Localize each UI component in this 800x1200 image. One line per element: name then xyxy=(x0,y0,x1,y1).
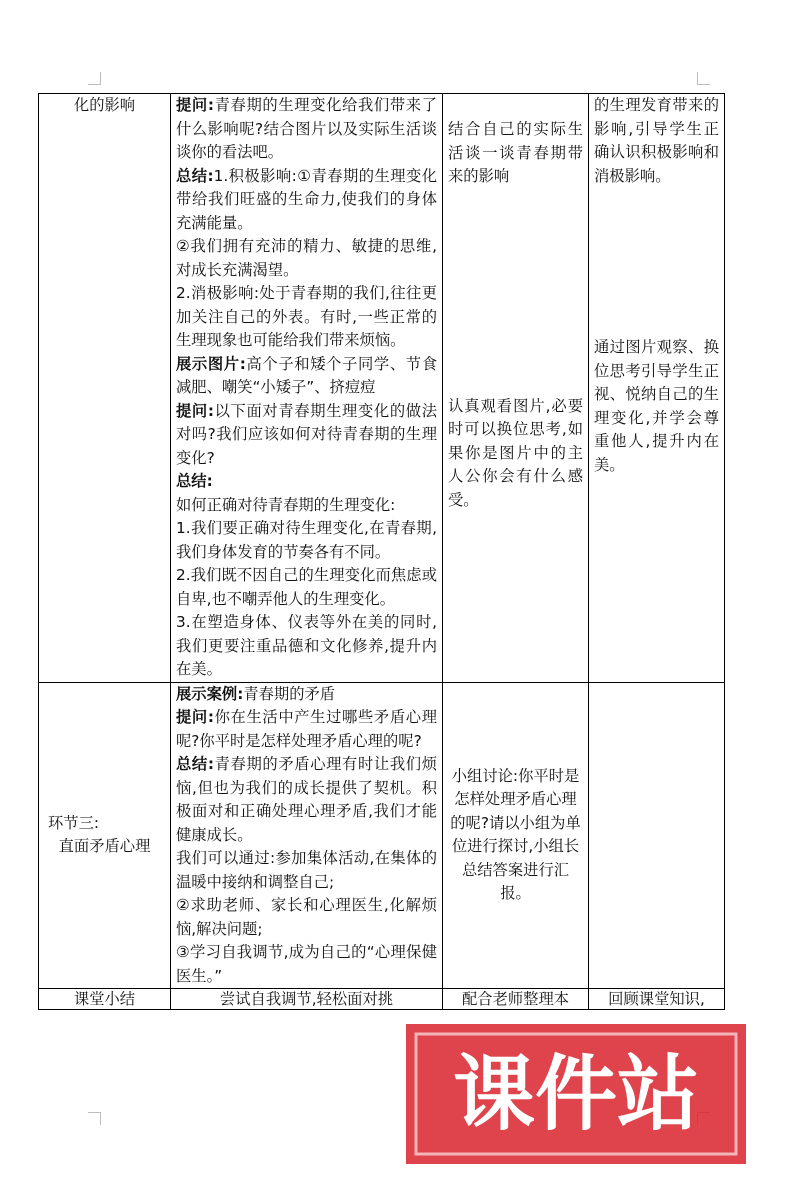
stage-label: 环节三: xyxy=(48,813,100,832)
corner-mark-top-left xyxy=(88,72,101,85)
stage-label: 直面矛盾心理 xyxy=(58,837,151,856)
activity-paragraph: 2.我们既不因自己的生理变化而焦虑或自卑,也不嘲弄他人的生理变化。 xyxy=(176,566,437,608)
table-row xyxy=(39,682,725,989)
lesson-plan-table xyxy=(38,93,725,1010)
teacher-activity-cell xyxy=(171,682,443,989)
stage-label: 课堂小结 xyxy=(73,990,136,1008)
student-activity-text: 小组讨论:你平时是怎样处理矛盾心理的呢?请以小组为单位进行探讨,小组长总结答案进行汇报。 xyxy=(450,766,581,903)
design-intent-cell xyxy=(589,682,725,989)
corner-mark-top-right xyxy=(697,72,710,85)
activity-paragraph: 1.我们要正确对待生理变化,在青春期,我们身体发育的节奏各有不同。 xyxy=(176,519,437,561)
student-activity-cell xyxy=(443,94,589,683)
watermark-stamp xyxy=(400,1018,752,1170)
activity-paragraph: 尝试自我调节,轻松面对挑 xyxy=(219,990,394,1008)
activity-paragraph: 总结: xyxy=(176,472,213,490)
stage-label: 化的影响 xyxy=(73,96,136,114)
teacher-activity-cell xyxy=(171,989,443,1010)
design-intent-cell xyxy=(589,94,725,683)
activity-paragraph: 3.在塑造身体、仪表等外在美的同时,我们更要注重品德和文化修养,提升内在美。 xyxy=(176,613,437,678)
activity-paragraph: 总结:青春期的矛盾心理有时让我们烦恼,但也为我们的成长提供了契机。积极面对和正确处理心理矛盾,我们才能健康成长。 xyxy=(176,755,437,844)
teacher-activity-cell xyxy=(171,94,443,683)
activity-paragraph: ②求助老师、家长和心理医生,化解烦恼,解决问题; xyxy=(176,896,437,938)
student-activity-cell xyxy=(443,989,589,1010)
activity-paragraph: 2.消极影响:处于青春期的我们,往往更加关注自己的外表。有时,一些正常的生理现象也可能给我们带来烦恼。 xyxy=(176,284,437,349)
activity-paragraph: ③学习自我调节,成为自己的“心理保健医生。” xyxy=(176,943,437,985)
student-activity-cell xyxy=(443,682,589,989)
design-intent-cell xyxy=(589,989,725,1010)
stage-cell xyxy=(39,682,171,989)
student-activity-text: 结合自己的实际生活谈一谈青春期带来的影响 xyxy=(448,120,583,185)
activity-paragraph: 提问:青春期的生理变化给我们带来了什么影响呢?结合图片以及实际生活谈谈你的看法吧。 xyxy=(176,96,437,161)
activity-paragraph: 展示图片:高个子和矮个子同学、节食减肥、嘲笑“小矮子”、挤痘痘 xyxy=(176,354,437,396)
table-row xyxy=(39,94,725,683)
table-row xyxy=(39,989,725,1010)
student-activity-text: 配合老师整理本 xyxy=(461,990,570,1008)
design-intent-text: 回顾课堂知识, xyxy=(608,990,705,1008)
stage-cell xyxy=(39,989,171,1010)
stamp-text: 课件站 xyxy=(452,1047,700,1142)
design-intent-text: 通过图片观察、换位思考引导学生正视、悦纳自己的生理变化,并学会尊重他人,提升内在美。 xyxy=(594,338,719,474)
activity-paragraph: 提问:你在生活中产生过哪些矛盾心理呢?你平时是怎样处理矛盾心理的呢? xyxy=(176,708,437,750)
activity-paragraph: 如何正确对待青春期的生理变化: xyxy=(176,495,396,514)
activity-paragraph: 提问:以下面对青春期生理变化的做法对吗?我们应该如何对待青春期的生理变化? xyxy=(176,401,437,467)
corner-mark-bottom-left xyxy=(88,1112,101,1125)
activity-paragraph: 我们可以通过:参加集体活动,在集体的温暖中接纳和调整自己; xyxy=(176,849,437,891)
activity-paragraph: 展示案例:青春期的矛盾 xyxy=(176,684,336,703)
activity-paragraph: ②我们拥有充沛的精力、敏捷的思维,对成长充满渴望。 xyxy=(176,237,437,279)
stage-cell xyxy=(39,94,171,683)
design-intent-text: 的生理发育带来的影响,引导学生正确认识积极影响和消极影响。 xyxy=(594,96,719,185)
activity-paragraph: 总结:1.积极影响:①青春期的生理变化带给我们旺盛的生命力,使我们的身体充满能量。 xyxy=(176,166,437,232)
student-activity-text: 认真观看图片,必要时可以换位思考,如果你是图片中的主人公你会有什么感受。 xyxy=(448,396,583,509)
